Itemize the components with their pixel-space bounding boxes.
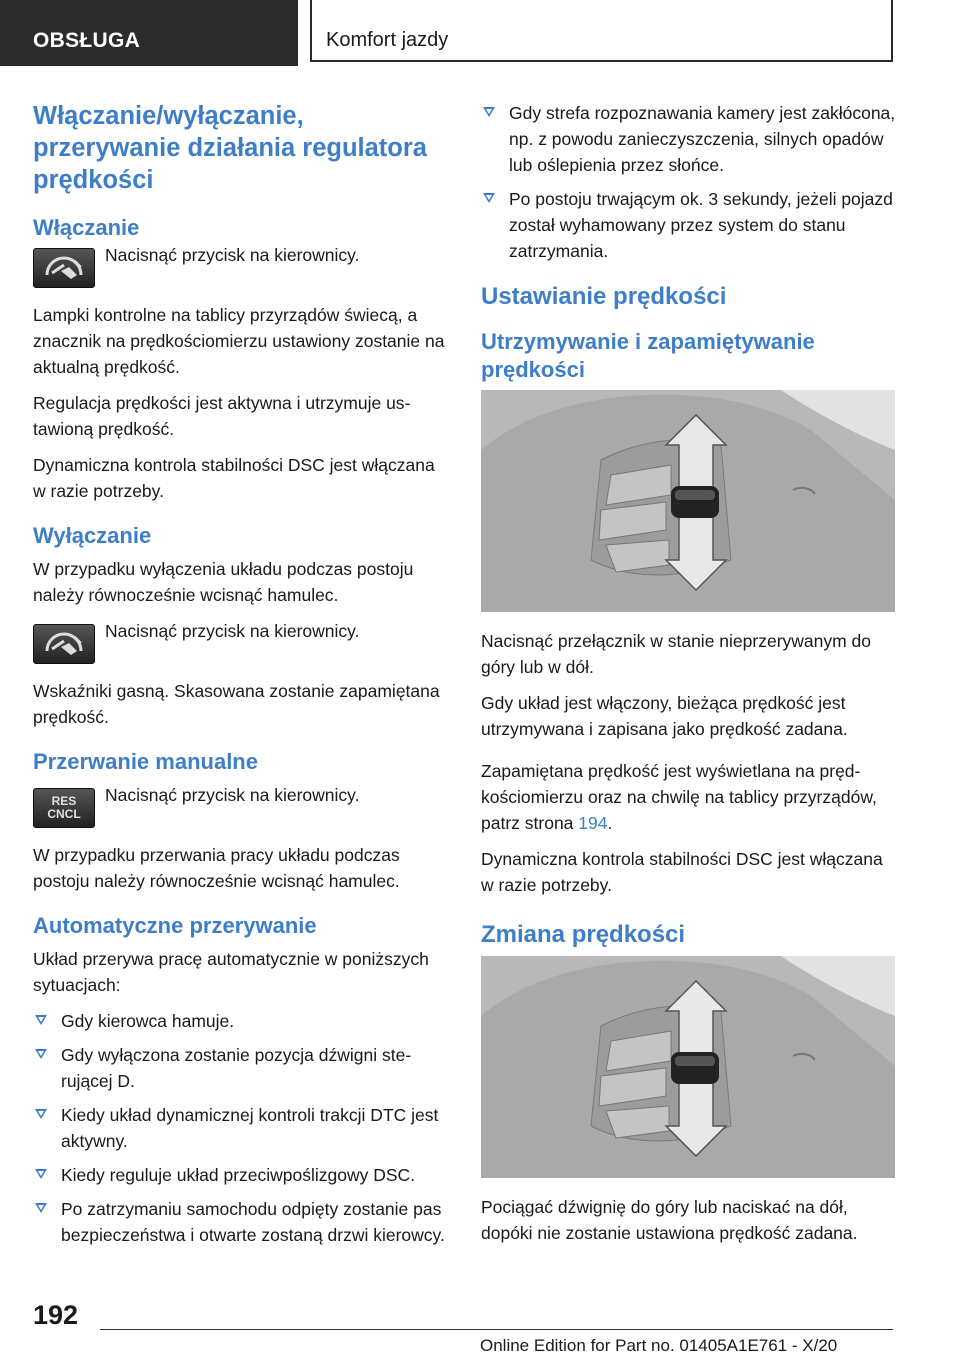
hold-paragraph-2: Gdy układ jest włączony, bieżąca prędkość jest utrzymywana i zapisana jako prędkość zadana. bbox=[481, 693, 848, 739]
on-icon-text: Nacisnąć przycisk na kierownicy. bbox=[105, 245, 360, 265]
auto-paragraph-1: Układ przerywa pracę automatycznie w poniższych sytuacjach: bbox=[33, 949, 429, 995]
section-tab-label: OBSŁUGA bbox=[33, 29, 141, 52]
cncl-label: CNCL bbox=[47, 807, 81, 821]
heading-set-speed: Ustawianie prędkości bbox=[481, 283, 727, 310]
list-item: Po zatrzymaniu samochodu odpięty zostanie pas bezpieczeństwa i otwarte zostaną drzwi kierowcy. bbox=[33, 1196, 447, 1248]
list-item: Gdy strefa rozpoznawania kamery jest zakłócona, np. z powodu zanieczyszczenia, silnych opadów lub oślepienia przez słońce. bbox=[481, 100, 897, 178]
on-paragraph-1: Lampki kontrolne na tablicy przyrządów świecą, a znacznik na prędkościomierzu ustawiony zostanie na aktualną prędkość. bbox=[33, 305, 445, 377]
auto-list-continued bbox=[481, 100, 897, 264]
off-paragraph-2: Wskaźniki gasną. Skasowana zostanie zapamiętana prędkość. bbox=[33, 681, 440, 727]
section-tab bbox=[0, 0, 298, 66]
chapter-tab-label: Komfort jazdy bbox=[326, 29, 449, 51]
bullet-triangle-icon bbox=[35, 1203, 47, 1213]
bullet-triangle-icon bbox=[35, 1049, 47, 1059]
heading-change-speed: Zmiana prędkości bbox=[481, 921, 686, 948]
page-number: 192 bbox=[33, 1300, 79, 1330]
list-item: Kiedy układ dynamicznej kontroli trakcji DTC jest aktywny. bbox=[33, 1102, 447, 1154]
steering-wheel-photo-2 bbox=[481, 956, 895, 1178]
hold-paragraph-3: Zapamiętana prędkość jest wyświetlana na prędkościomierzu oraz na chwilę na tablicy przyrządów, patrz strona 194. bbox=[481, 761, 877, 833]
bullet-triangle-icon bbox=[35, 1109, 47, 1119]
off-paragraph-1: W przypadku wyłączenia układu podczas postoju należy równocześnie wcisnąć hamulec. bbox=[33, 559, 414, 605]
page-reference-link[interactable]: 194 bbox=[578, 813, 608, 833]
page-header bbox=[0, 0, 960, 66]
on-paragraph-3: Dynamiczna kontrola stabilności DSC jest włączana w razie potrzeby. bbox=[33, 455, 435, 501]
right-column bbox=[481, 100, 897, 1256]
heading-manual: Przerwanie manualne bbox=[33, 749, 258, 774]
speedometer-hand-icon bbox=[41, 629, 87, 659]
steering-wheel-rocker-image bbox=[481, 390, 895, 612]
speedometer-hand-icon bbox=[41, 253, 87, 283]
manual-instruction bbox=[33, 785, 447, 828]
heading-off: Wyłączanie bbox=[33, 523, 152, 548]
bullet-triangle-icon bbox=[483, 107, 495, 117]
on-paragraph-2: Regulacja prędkości jest aktywna i utrzymuje ustawioną prędkość. bbox=[33, 393, 411, 439]
steering-wheel-rocker-image bbox=[481, 956, 895, 1178]
footer-divider bbox=[100, 1329, 893, 1330]
manual-paragraph-1: W przypadku przerwania pracy układu podczas postoju należy równocześnie wcisnąć hamulec. bbox=[33, 845, 400, 891]
off-instruction bbox=[33, 621, 447, 664]
hold-paragraph-4: Dynamiczna kontrola stabilności DSC jest włączana w razie potrzeby. bbox=[481, 849, 883, 895]
list-item: Gdy wyłączona zostanie pozycja dźwigni sterującej D. bbox=[33, 1042, 447, 1094]
res-label: RES bbox=[51, 794, 77, 808]
chapter-tab bbox=[310, 0, 893, 62]
steering-wheel-photo bbox=[481, 390, 895, 612]
footer-edition: Online Edition for Part no. 01405A1E761 - X/20 bbox=[480, 1336, 838, 1355]
on-instruction bbox=[33, 245, 447, 288]
cruise-control-button-icon bbox=[33, 248, 95, 288]
off-icon-text: Nacisnąć przycisk na kierownicy. bbox=[105, 621, 360, 641]
left-column bbox=[33, 100, 447, 1256]
manual-icon-text: Nacisnąć przycisk na kierownicy. bbox=[105, 785, 360, 805]
res-cncl-button-icon bbox=[33, 788, 95, 828]
hold-paragraph-1: Nacisnąć przełącznik w stanie nieprzerywanym do góry lub w dół. bbox=[481, 631, 872, 677]
page-title: Włączanie/wyłączanie, przerywanie działania regulatora prędkości bbox=[33, 102, 427, 194]
heading-auto: Automatyczne przerywanie bbox=[33, 913, 317, 938]
cruise-control-button-icon bbox=[33, 624, 95, 664]
list-item: Po postoju trwającym ok. 3 sekundy, jeżeli pojazd został wyhamowany przez system do stanu zatrzymania. bbox=[481, 186, 897, 264]
bullet-triangle-icon bbox=[483, 193, 495, 203]
heading-hold-speed: Utrzymywanie i zapamiętywanie prędkości bbox=[481, 329, 815, 382]
bullet-triangle-icon bbox=[35, 1169, 47, 1179]
change-paragraph-1: Pociągać dźwignię do góry lub naciskać na dół, dopóki nie zostanie ustawiona prędkość zadana. bbox=[481, 1197, 858, 1243]
auto-list bbox=[33, 1008, 447, 1248]
bullet-triangle-icon bbox=[35, 1015, 47, 1025]
list-item: Gdy kierowca hamuje. bbox=[33, 1008, 447, 1034]
list-item: Kiedy reguluje układ przeciwpoślizgowy DSC. bbox=[33, 1162, 447, 1188]
heading-on: Włączanie bbox=[33, 215, 140, 240]
